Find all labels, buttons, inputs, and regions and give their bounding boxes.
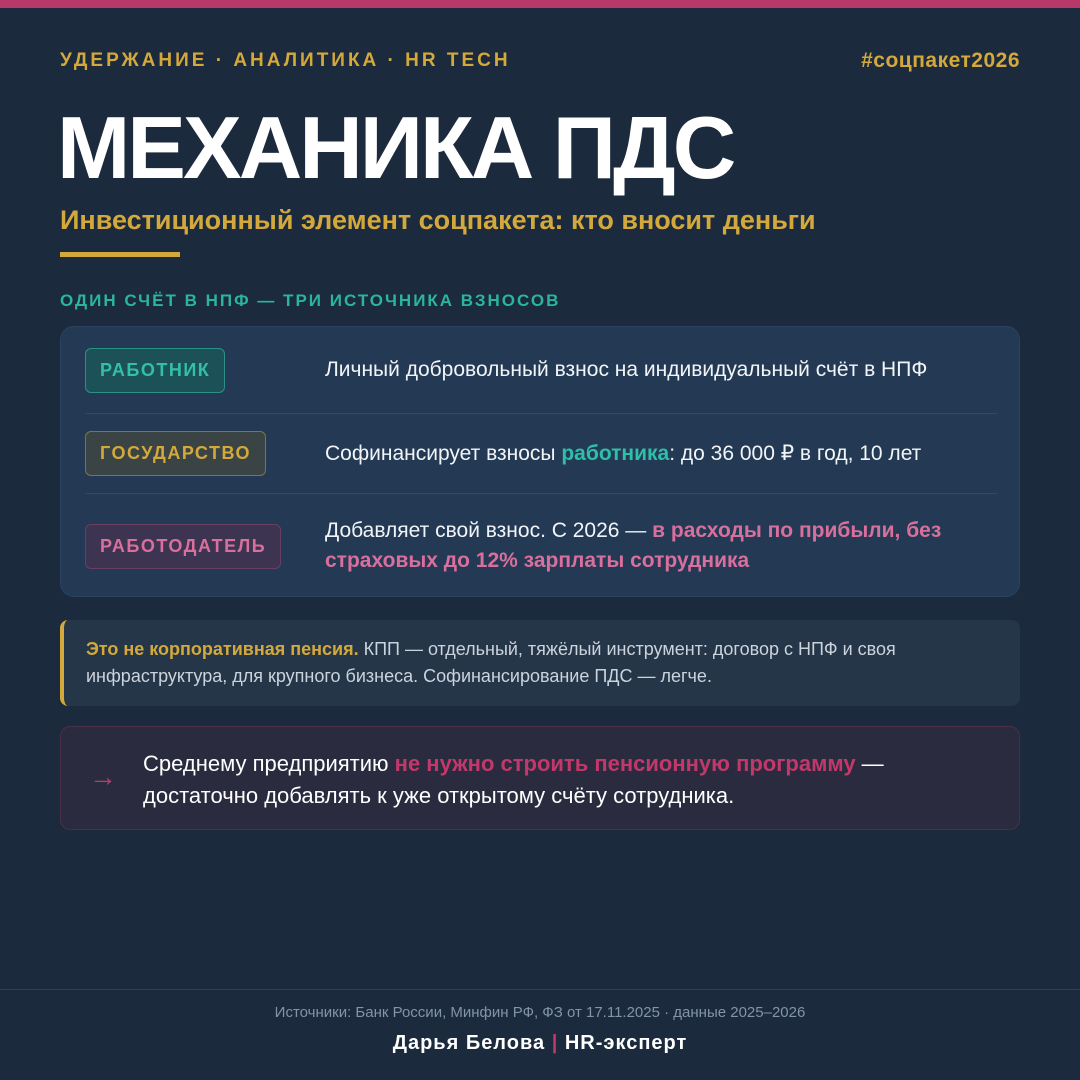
page-subtitle: Инвестиционный элемент соцпакета: кто вносит деньги xyxy=(60,205,816,235)
section-label: ОДИН СЧЁТ В НПФ — ТРИ ИСТОЧНИКА ВЗНОСОВ xyxy=(60,291,561,310)
callout-text: Среднему предприятию не нужно строить пенсионную программу — достаточно добавлять к уже открытому счёту сотрудника. xyxy=(143,751,884,808)
source-row-state xyxy=(85,414,997,494)
source-row-text: Добавляет свой взнос. С 2026 — в расходы по прибыли, без страховых до 12% зарплаты сотрудника xyxy=(325,519,942,572)
title-underline xyxy=(60,252,180,257)
arrow-right-icon: → xyxy=(89,761,117,792)
tag-state: ГОСУДАРСТВО xyxy=(85,431,266,476)
source-row-text: Личный добровольный взнос на индивидуальный счёт в НПФ xyxy=(325,358,928,381)
note-box xyxy=(60,620,1020,706)
callout-box xyxy=(60,726,1020,830)
source-row-text: Софинансирует взносы работника: до 36 000 ₽ в год, 10 лет xyxy=(325,441,922,465)
footer-author xyxy=(0,1032,1080,1055)
note-text: КПП — отдельный, тяжёлый инструмент: договор с НПФ и своя инфраструктура, для крупного бизнеса. Софинансирование ПДС — легче. xyxy=(86,639,896,686)
author-name: Дарья Белова xyxy=(392,1032,546,1054)
author-role: HR-эксперт xyxy=(564,1032,688,1054)
footer-divider xyxy=(0,989,1080,990)
footer-sources: Источники: Банк России, Минфин РФ, ФЗ от 17.11.2025 · данные 2025–2026 xyxy=(274,1004,806,1021)
note-lead: Это не корпоративная пенсия. xyxy=(86,639,359,659)
tag-employee: РАБОТНИК xyxy=(85,348,225,393)
hashtag: #соцпакет2026 xyxy=(861,49,1020,72)
callout-highlight: не нужно строить пенсионную программу xyxy=(394,751,856,776)
top-accent-bar xyxy=(0,0,1080,8)
header-row xyxy=(60,49,1020,73)
kicker: УДЕРЖАНИЕ · АНАЛИТИКА · HR TECH xyxy=(60,50,511,71)
highlight-employee: работника xyxy=(561,441,670,465)
tag-employer: РАБОТОДАТЕЛЬ xyxy=(85,524,281,569)
highlight-tax-benefit: в расходы по прибыли, без страховых до 12% зарплаты сотрудника xyxy=(325,519,942,572)
source-row-employee xyxy=(85,327,997,414)
source-row-employer xyxy=(85,494,997,598)
author-separator: | xyxy=(551,1032,559,1054)
contribution-sources-card xyxy=(60,326,1020,597)
page-title: МЕХАНИКА ПДС xyxy=(57,98,734,197)
